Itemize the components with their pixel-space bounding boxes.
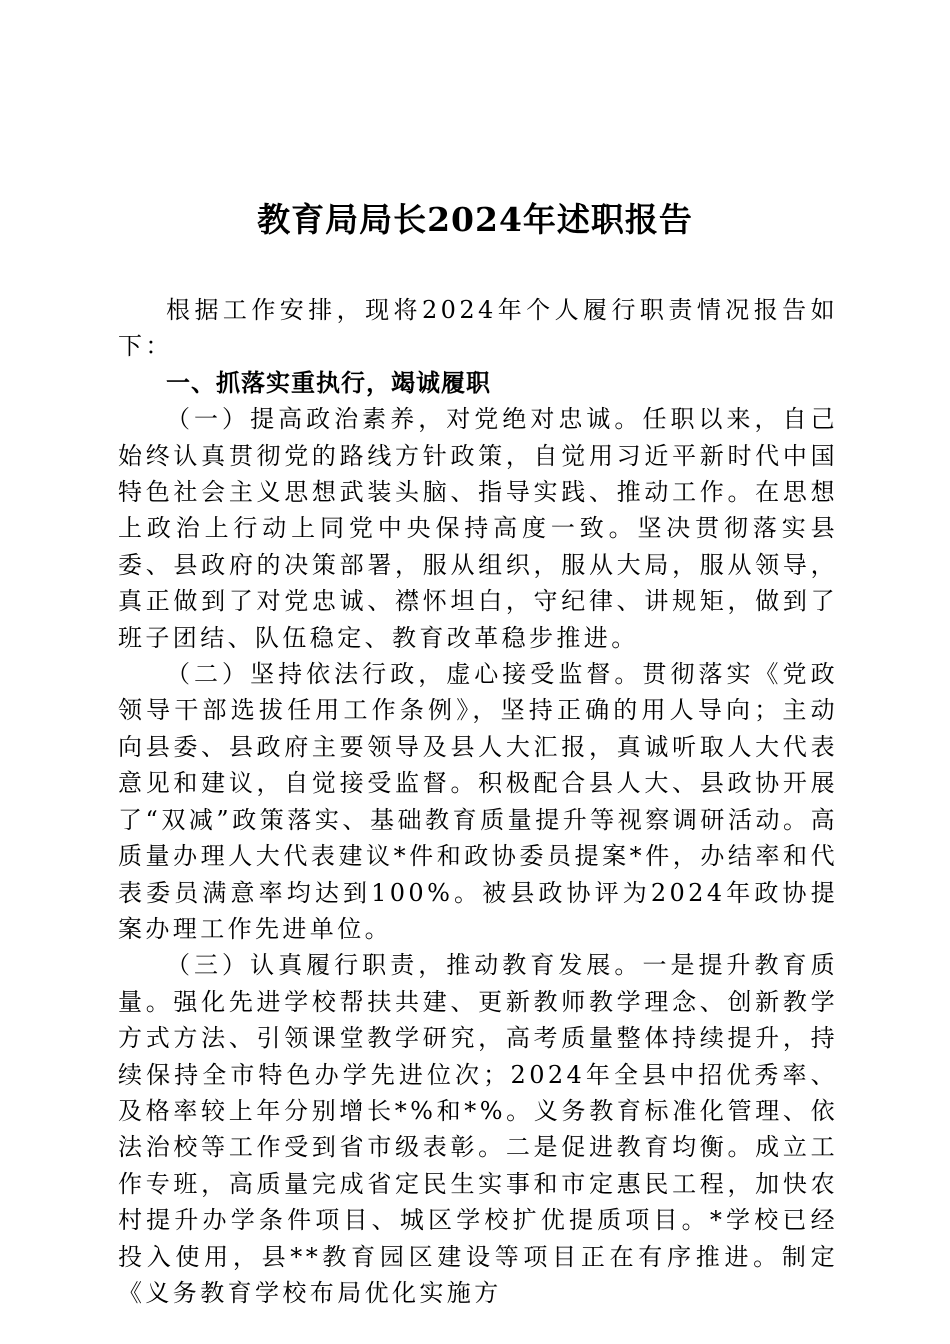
paragraph-3 — [118, 947, 838, 1311]
document-title: 教育局局长2024年述职报告 — [257, 200, 693, 239]
paragraph-text: 任职以来，自己始终认真贯彻党的路线方针政策，自觉用习近平新时代中国特色社会主义思想武装头脑、指导实践、推动工作。在思想上政治上行动上同党中央保持高度一致。坚决贯彻落实县委、县政府的决策部署，服从组织，服从大局，服从领导，真正做到了对党忠诚、襟怀坦白，守纪律、讲规矩，做到了班子团结、队伍稳定、教育改革稳步推进。 — [118, 405, 838, 652]
paragraph-lead: （三）认真履行职责，推动教育发展。 — [166, 951, 643, 980]
document-body — [118, 292, 838, 1311]
section-heading: 一、抓落实重执行，竭诚履职 — [166, 368, 491, 397]
paragraph-text: 贯彻落实《党政领导干部选拔任用工作条例》，坚持正确的用人导向；主动向县委、县政府主要领导及县人大汇报，真诚听取人大代表意见和建议，自觉接受监督。积极配合县人大、县政协开展了“双减”政策落实、基础教育质量提升等视察调研活动。高质量办理人大代表建议*件和政协委员提案*件，办结率和代表委员满意率均达到100%。被县政协评为2024年政协提案办理工作先进单位。 — [118, 660, 838, 943]
paragraph-1 — [118, 401, 838, 656]
paragraph-2 — [118, 656, 838, 947]
intro-paragraph: 根据工作安排，现将2024年个人履行职责情况报告如下： — [118, 296, 838, 361]
paragraph-lead: （一）提高政治素养，对党绝对忠诚。 — [166, 405, 643, 434]
paragraph-text: 一是提升教育质量。强化先进学校帮扶共建、更新教师教学理念、创新教学方式方法、引领课堂教学研究，高考质量整体持续提升，持续保持全市特色办学先进位次；2024年全县中招优秀率、及格率较上年分别增长*%和*%。义务教育标准化管理、依法治校等工作受到省市级表彰。二是促进教育均衡。成立工作专班，高质量完成省定民生实事和市定惠民工程，加快农村提升办学条件项目、城区学校扩优提质项目。*学校已经投入使用，县**教育园区建设等项目正在有序推进。制定《义务教育学校布局优化实施方 — [118, 951, 838, 1307]
paragraph-lead: （二）坚持依法行政，虚心接受监督。 — [166, 660, 643, 689]
